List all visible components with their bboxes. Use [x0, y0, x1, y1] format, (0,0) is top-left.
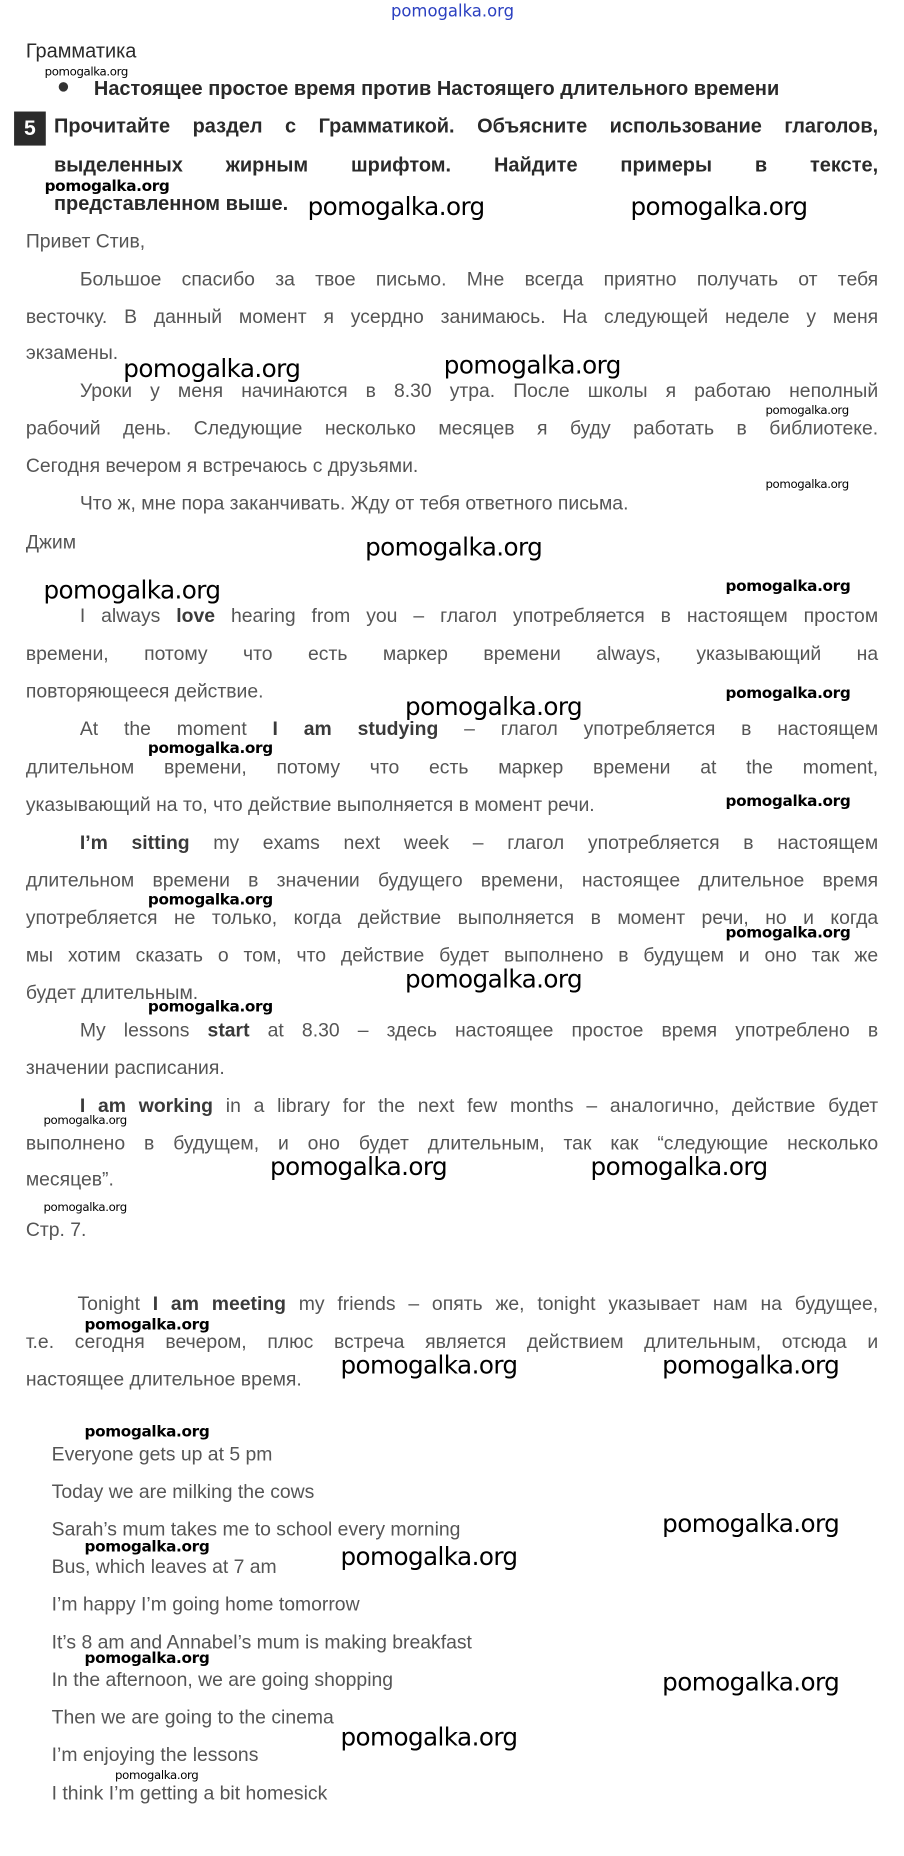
- watermark: pomogalka.org: [43, 1201, 127, 1215]
- text-line: [26, 680, 264, 703]
- watermark: pomogalka.org: [84, 1538, 210, 1557]
- text-segment: Джим: [25, 531, 77, 553]
- watermark: pomogalka.org: [147, 740, 273, 758]
- text-line: [26, 944, 878, 967]
- text-line: [26, 1368, 302, 1391]
- text-line: [54, 154, 878, 177]
- watermark: pomogalka.org: [765, 404, 849, 418]
- bold-verb: I am meeting: [152, 1293, 286, 1315]
- text-segment: Сегодня вечером я встречаюсь с друзьями.: [25, 455, 419, 477]
- text-segment: рабочий день. Следующие несколько месяцев я буду работать в библиотеке.: [25, 417, 879, 440]
- bold-verb: love: [176, 605, 216, 627]
- text-line: [80, 831, 878, 854]
- text-line: [26, 642, 878, 665]
- text-segment: my exams next week – глагол употребляется в настоящем: [189, 832, 879, 854]
- watermark: pomogalka.org: [405, 692, 583, 721]
- bold-verb: start: [207, 1020, 250, 1042]
- text-segment: At the moment: [79, 718, 273, 740]
- watermark: pomogalka.org: [340, 1351, 518, 1380]
- watermark: pomogalka.org: [147, 891, 273, 910]
- watermark: pomogalka.org: [725, 793, 851, 811]
- text-segment: Bus, which leaves at 7 am: [51, 1556, 277, 1578]
- watermark: pomogalka.org: [725, 924, 851, 943]
- text-line: [52, 1593, 360, 1616]
- watermark: pomogalka.org: [84, 1316, 210, 1335]
- watermark: pomogalka.org: [340, 1723, 518, 1752]
- text-line: [26, 230, 145, 253]
- text-segment: Then we are going to the cinema: [51, 1706, 334, 1729]
- text-segment: употребляется не только, когда действие выполняется в момент речи, но и когда: [25, 907, 879, 929]
- task-number-badge: 5: [14, 112, 46, 146]
- watermark: pomogalka.org: [84, 1423, 210, 1442]
- watermark: pomogalka.org: [590, 1152, 768, 1182]
- watermark: pomogalka.org: [44, 66, 128, 80]
- text-line: [77, 1293, 878, 1316]
- text-line: [52, 1443, 273, 1466]
- text-segment: Уроки у меня начинаются в 8.30 утра. После школы я работаю неполный: [79, 380, 879, 402]
- watermark: pomogalka.org: [662, 1668, 840, 1697]
- text-line: [80, 492, 629, 515]
- grammar-topic: Настоящее простое время против Настоящего длительного времени: [93, 77, 780, 100]
- text-segment: экзамены.: [25, 342, 119, 364]
- text-segment: I’m happy I’m going home tomorrow: [51, 1594, 360, 1616]
- text-segment: My lessons: [79, 1020, 208, 1042]
- text-line: [26, 1057, 225, 1080]
- watermark: pomogalka.org: [662, 1509, 840, 1538]
- text-line: [52, 1668, 393, 1691]
- bold-verb: I’m sitting: [79, 832, 190, 854]
- text-segment: I always: [79, 605, 177, 627]
- text-segment: hearing from you – глагол употребляется в настоящем простом: [215, 605, 879, 627]
- text-segment: Стр. 7.: [25, 1219, 87, 1241]
- text-segment: I’m enjoying the lessons: [51, 1744, 259, 1766]
- text-segment: Большое спасибо за твое письмо. Мне всегда приятно получать от тебя: [79, 268, 879, 290]
- text-segment: Today we are milking the cows: [51, 1481, 315, 1503]
- text-segment: представленном выше.: [54, 192, 289, 215]
- text-line: [52, 1782, 328, 1805]
- text-line: [26, 794, 595, 817]
- site-link-watermark[interactable]: pomogalka.org: [390, 2, 515, 22]
- text-segment: т.е. сегодня вечером, плюс встреча является действием длительным, отсюда и: [25, 1331, 879, 1353]
- text-segment: Привет Стив,: [25, 231, 146, 253]
- text-segment: весточку. В данный момент я усердно занимаюсь. На следующей неделе у меня: [25, 306, 879, 328]
- text-segment: значении расписания.: [25, 1057, 225, 1079]
- text-line: [52, 1480, 315, 1503]
- text-segment: длительном времени в значении будущего времени, настоящее длительное время: [25, 869, 879, 892]
- watermark: pomogalka.org: [725, 578, 851, 596]
- text-line: [26, 305, 878, 328]
- text-segment: at 8.30 – здесь настоящее простое время употреблено в: [249, 1020, 879, 1042]
- text-segment: месяцев”.: [25, 1169, 114, 1191]
- text-line: [26, 454, 419, 477]
- text-line: [26, 342, 118, 365]
- text-line: [26, 1219, 87, 1242]
- watermark: pomogalka.org: [340, 1542, 518, 1571]
- watermark: pomogalka.org: [43, 1114, 127, 1128]
- text-line: [26, 869, 878, 892]
- text-line: [52, 1556, 277, 1579]
- watermark: pomogalka.org: [630, 192, 808, 221]
- text-segment: выделенных жирным шрифтом. Найдите примеры в тексте,: [54, 153, 879, 177]
- watermark: pomogalka.org: [405, 965, 583, 994]
- text-line: [26, 756, 878, 779]
- bullet-icon: [59, 82, 68, 91]
- text-line: [54, 115, 878, 138]
- watermark: pomogalka.org: [725, 685, 851, 703]
- bold-verb: I am studying: [272, 718, 439, 740]
- text-segment: указывающий на то, что действие выполняется в момент речи.: [25, 794, 595, 816]
- text-segment: настоящее длительное время.: [25, 1368, 302, 1391]
- watermark: pomogalka.org: [443, 351, 621, 380]
- text-line: [80, 1019, 878, 1042]
- text-segment: будет длительным.: [25, 982, 199, 1004]
- text-line: [26, 1132, 878, 1155]
- watermark: pomogalka.org: [147, 998, 273, 1017]
- text-segment: повторяющееся действие.: [25, 680, 264, 703]
- text-line: [80, 1094, 878, 1117]
- text-segment: Что ж, мне пора заканчивать. Жду от тебя ответного письма.: [79, 493, 629, 515]
- text-segment: мы хотим сказать о том, что действие будет выполнено в будущем и оно так же: [25, 945, 879, 967]
- watermark: pomogalka.org: [270, 1152, 448, 1182]
- watermark: pomogalka.org: [84, 1650, 210, 1668]
- watermark: pomogalka.org: [115, 1769, 199, 1783]
- watermark: pomogalka.org: [365, 532, 543, 562]
- section-title: Грамматика: [25, 39, 137, 63]
- text-line: [52, 1706, 334, 1729]
- watermark: pomogalka.org: [662, 1351, 840, 1380]
- text-line: [54, 193, 288, 216]
- text-segment: in a library for the next few months – аналогично, действие будет: [213, 1095, 879, 1117]
- text-segment: It’s 8 am and Annabel’s mum is making breakfast: [51, 1631, 472, 1653]
- text-segment: Tonight: [77, 1293, 153, 1315]
- text-segment: In the afternoon, we are going shopping: [51, 1669, 394, 1691]
- text-segment: длительном времени, потому что есть маркер времени at the moment,: [25, 757, 879, 779]
- text-line: [80, 605, 878, 628]
- watermark: pomogalka.org: [307, 192, 485, 221]
- text-line: [26, 531, 76, 554]
- text-segment: времени, потому что есть маркер времени always, указывающий на: [25, 643, 879, 665]
- text-line: [80, 268, 878, 291]
- text-segment: – глагол употребляется в настоящем: [438, 718, 879, 740]
- text-segment: выполнено в будущем, и оно будет длительным, так как “следующие несколько: [25, 1132, 879, 1155]
- text-line: [52, 1743, 259, 1766]
- watermark: pomogalka.org: [123, 354, 301, 383]
- bold-verb: I am working: [79, 1095, 214, 1117]
- text-line: [26, 1168, 114, 1191]
- text-segment: Прочитайте раздел с Грамматикой. Объясните использование глаголов,: [54, 115, 879, 138]
- watermark: pomogalka.org: [44, 177, 170, 196]
- text-segment: Everyone gets up at 5 pm: [51, 1444, 273, 1466]
- watermark: pomogalka.org: [765, 478, 849, 492]
- text-segment: my friends – опять же, tonight указывает нам на будущее,: [285, 1293, 879, 1315]
- text-segment: I think I’m getting a bit homesick: [51, 1783, 328, 1805]
- text-line: [26, 417, 878, 440]
- watermark: pomogalka.org: [43, 576, 221, 605]
- text-segment: Sarah’s mum takes me to school every morning: [51, 1519, 461, 1541]
